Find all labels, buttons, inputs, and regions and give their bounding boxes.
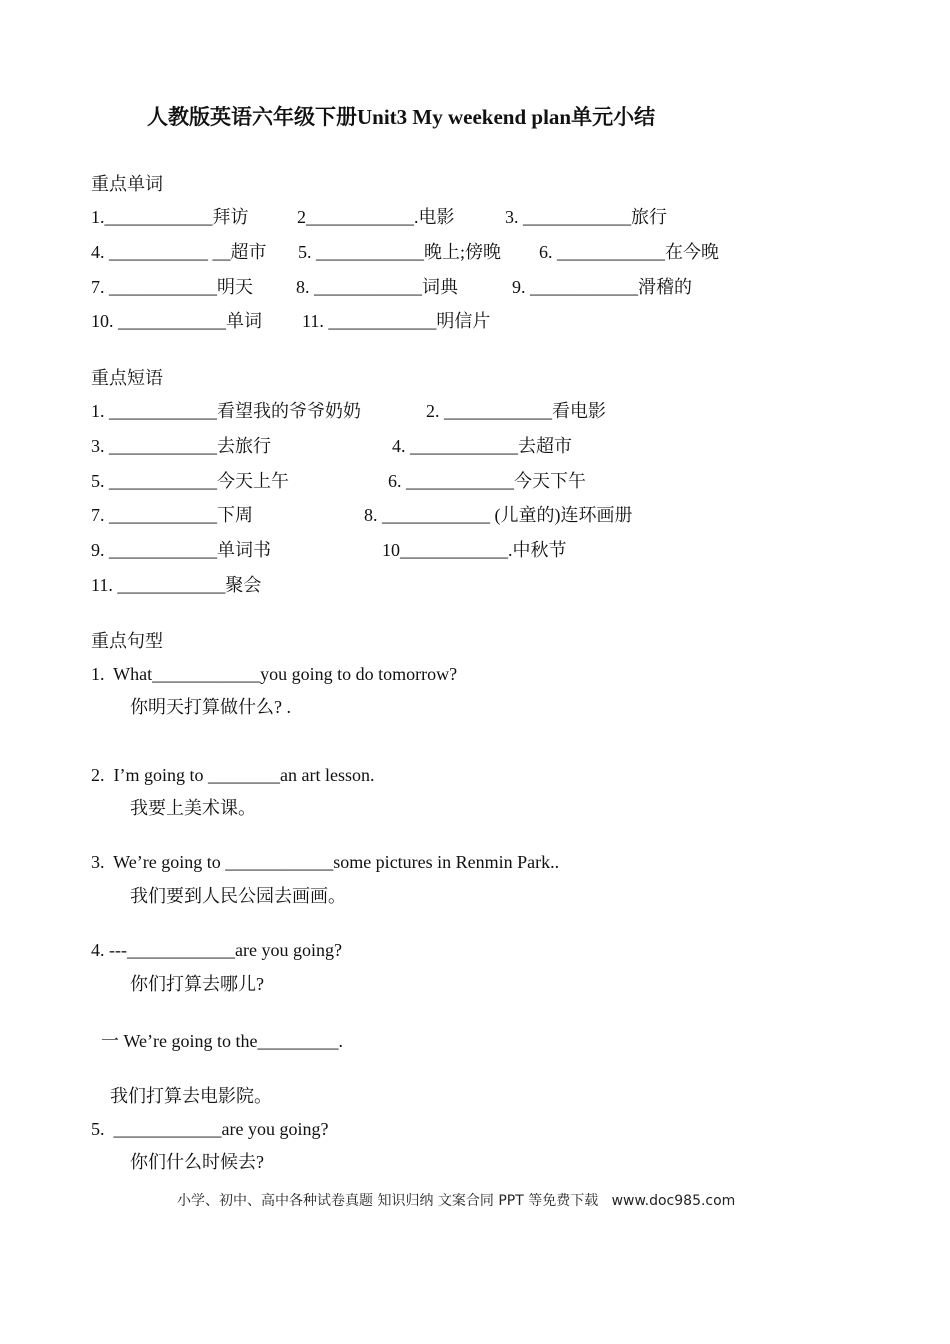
word-item: 11. ____________明信片 <box>302 311 491 331</box>
word-item: 3. ____________旅行 <box>505 207 667 227</box>
word-item: 9. ____________滑稽的 <box>512 277 692 297</box>
phrase-item: 5. ____________今天上午 <box>91 471 289 491</box>
word-item: 7. ____________明天 <box>91 277 253 297</box>
sentence-english: 2. I’m going to ________an art lesson. <box>91 765 375 785</box>
phrase-item: 9. ____________单词书 <box>91 540 271 560</box>
sentence-chinese: 你们什么时候去? <box>130 1152 264 1172</box>
phrase-item: 1. ____________看望我的爷爷奶奶 <box>91 401 361 421</box>
sentence-english: 5. ____________are you going? <box>91 1119 329 1139</box>
sentence-chinese: 我们打算去电影院。 <box>110 1086 272 1106</box>
word-item: 4. ___________ __超市 <box>91 242 267 262</box>
sentence-chinese: 我们要到人民公园去画画。 <box>130 886 346 906</box>
phrase-item: 10____________.中秋节 <box>382 540 567 560</box>
word-item: 1.____________拜访 <box>91 207 249 227</box>
page-title: 人教版英语六年级下册Unit3 My weekend plan单元小结 <box>147 105 656 129</box>
sentence-english: 3. We’re going to ____________some pictures in Renmin Park.. <box>91 852 560 872</box>
word-item: 2____________.电影 <box>297 207 455 227</box>
sentence-chinese: 我要上美术课。 <box>130 798 256 818</box>
phrase-item: 4. ____________去超市 <box>392 436 572 456</box>
section-heading-sentences: 重点句型 <box>91 631 163 651</box>
sentence-english: 1. What____________you going to do tomorrow? <box>91 664 458 684</box>
footer-watermark: 小学、初中、高中各种试卷真题 知识归纳 文案合同 PPT 等免费下载 www.doc985.com <box>177 1193 736 1209</box>
section-heading-phrases: 重点短语 <box>91 368 163 388</box>
word-item: 5. ____________晚上;傍晚 <box>298 242 502 262</box>
sentence-english: 4. ---____________are you going? <box>91 940 342 960</box>
phrase-item: 6. ____________今天下午 <box>388 471 586 491</box>
phrase-item: 2. ____________看电影 <box>426 401 606 421</box>
phrase-item: 7. ____________下周 <box>91 505 253 525</box>
word-item: 8. ____________词典 <box>296 277 458 297</box>
phrase-item: 3. ____________去旅行 <box>91 436 271 456</box>
word-item: 6. ____________在今晚 <box>539 242 719 262</box>
sentence-chinese: 你们打算去哪儿? <box>130 974 264 994</box>
word-item: 10. ____________单词 <box>91 311 262 331</box>
sentence-chinese: 你明天打算做什么? . <box>130 697 291 717</box>
phrase-item: 11. ____________聚会 <box>91 575 262 595</box>
sentence-english: 一 We’re going to the_________. <box>101 1031 344 1051</box>
phrase-item: 8. ____________ (儿童的)连环画册 <box>364 505 633 525</box>
section-heading-words: 重点单词 <box>91 174 163 194</box>
